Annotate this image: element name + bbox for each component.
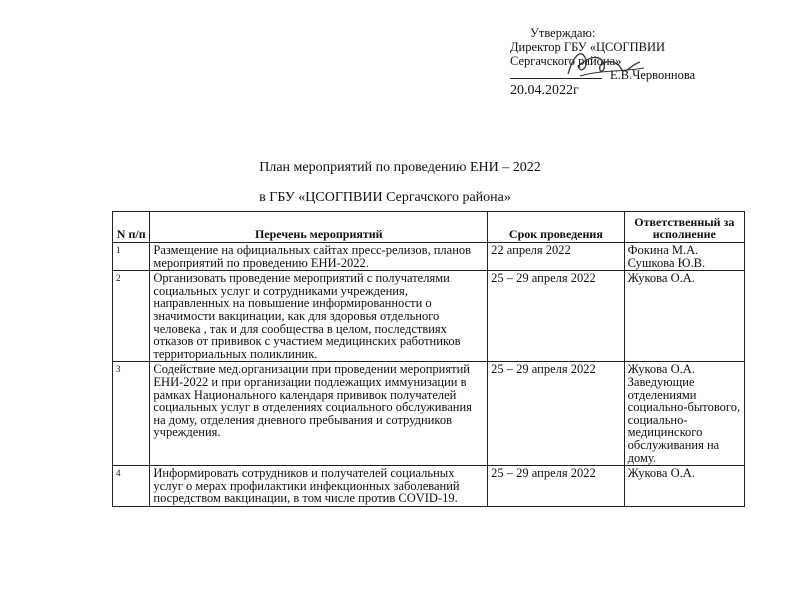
row-responsible: Жукова О.А. — [624, 271, 744, 362]
approval-signer: Е.В.Червоннова — [610, 68, 696, 82]
table-row — [113, 243, 745, 271]
signature-stroke — [568, 54, 640, 74]
row-num: 2 — [113, 271, 150, 362]
row-activity: Информировать сотрудников и получателей социальных услуг о мерах профилактики инфекционных заболеваний посредством вакцинации, в том числе против COVID-19. — [150, 466, 488, 507]
document-subtitle: в ГБУ «ЦСОГПВИИ Сергачского района» — [259, 190, 511, 205]
row-responsible: Жукова О.А. — [624, 466, 744, 507]
plan-table — [112, 211, 745, 507]
table-header-row — [113, 212, 745, 243]
table-row — [113, 362, 745, 466]
row-date: 22 апреля 2022 — [488, 243, 625, 271]
handwritten-signature — [560, 44, 650, 84]
row-activity: Организовать проведение мероприятий с получателями социальных услуг и сотрудниками учреждения, направленных на повышение информированности о значимости вакцинации, как для здоровья отдельного человека , так и для сообщества в целом, последствиях отказов от прививок с участием медицинских работников территориальных поликлиник. — [150, 271, 488, 362]
approval-position: Директор ГБУ «ЦСОГПВИИ — [510, 40, 666, 54]
header-date: Срок проведения — [488, 212, 625, 243]
table-row — [113, 466, 745, 507]
document-title: План мероприятий по проведению ЕНИ – 2022 — [259, 160, 541, 175]
row-num: 4 — [113, 466, 150, 507]
header-responsible: Ответственный за исполнение — [624, 212, 744, 243]
row-responsible: Жукова О.А. Заведующие отделениями социально-бытового, социально-медицинского обслуживания на дому. — [624, 362, 744, 466]
table-row — [113, 271, 745, 362]
row-date: 25 – 29 апреля 2022 — [488, 466, 625, 507]
approval-date: 20.04.2022г — [510, 83, 579, 98]
approval-title: Утверждаю: — [530, 26, 596, 40]
row-date: 25 – 29 апреля 2022 — [488, 362, 625, 466]
row-activity: Размещение на официальных сайтах пресс-релизов, планов мероприятий по проведению ЕНИ-2022. — [150, 243, 488, 271]
row-num: 1 — [113, 243, 150, 271]
header-activity: Перечень мероприятий — [150, 212, 488, 243]
row-num: 3 — [113, 362, 150, 466]
row-activity: Содействие мед.организации при проведении мероприятий ЕНИ-2022 и при организации подлежащих иммунизации в рамках Национального календаря прививок получателей социальных услуг в отделениях социального обслуживания на дому, отделения дневного пребывания и сотрудников учреждения. — [150, 362, 488, 466]
signature-underline — [580, 68, 644, 76]
header-num: N п/п — [113, 212, 150, 243]
row-date: 25 – 29 апреля 2022 — [488, 271, 625, 362]
approval-district: Сергачского района» — [510, 54, 622, 68]
row-responsible: Фокина М.А. Сушкова Ю.В. — [624, 243, 744, 271]
